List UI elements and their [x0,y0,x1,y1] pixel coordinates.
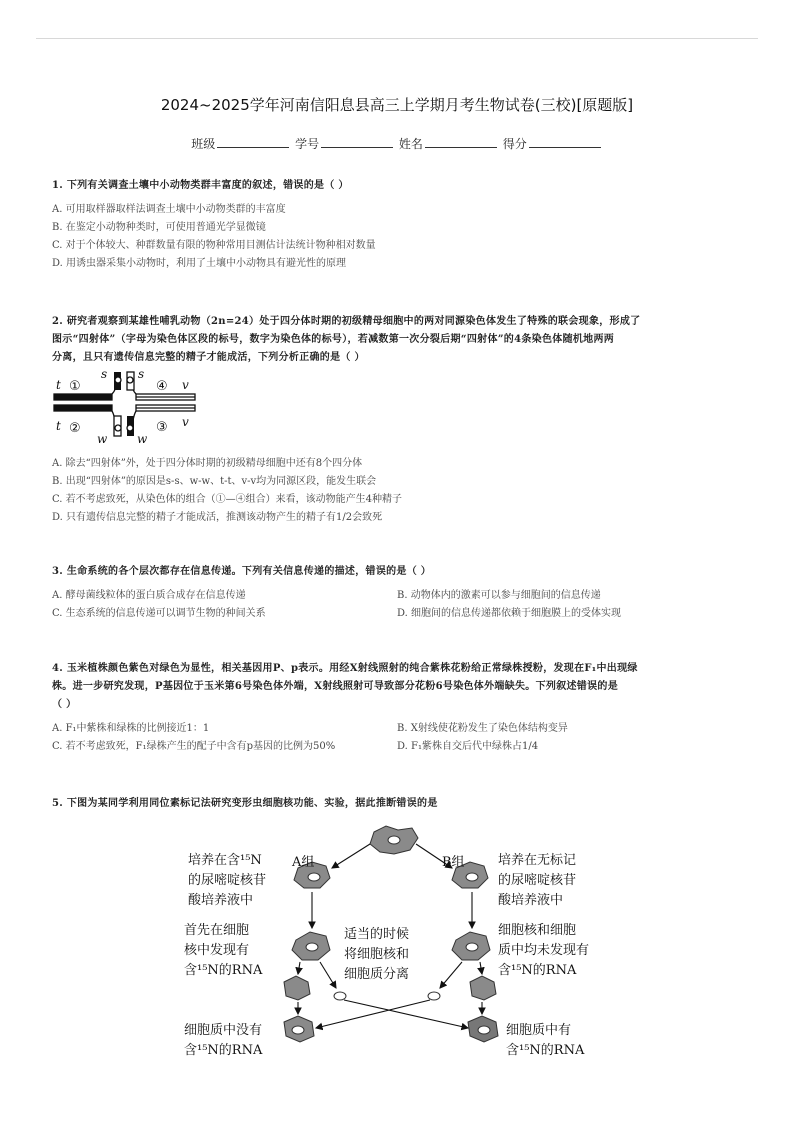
option-c: C. 若不考虑致死，从染色体的组合（①—④组合）来看，该动物能产生4种精子 [52,494,403,505]
option-a: A. 可用取样器取样法调查土壤中小动物类群的丰富度 [52,204,286,215]
question-3 [52,563,742,623]
left-bot-line1: 细胞质中没有 [184,1023,263,1038]
option-b: B. X射线使花粉发生了染色体结构变异 [397,723,568,734]
left-bot-line2: 含¹⁵N的RNA [184,1043,263,1058]
question-stem-line: 4. 玉米植株颜色紫色对绿色为显性，相关基因用P、p表示。用经X射线照射的纯合紫株花粉给正常绿株授粉，发现在F₁中出现绿 [52,663,638,674]
question-stem: 5. 下图为某同学利用同位素标记法研究变形虫细胞核功能、实验，据此推断错误的是 [52,798,438,809]
label-s-right: s [138,368,145,381]
label-s-left: s [101,368,108,381]
right-top-line2: 的尿嘧啶核苷 [498,873,577,888]
right-bot-line2: 含¹⁵N的RNA [506,1043,585,1058]
option-a: A. 酵母菌线粒体的蛋白质合成存在信息传递 [52,590,246,601]
question-1 [52,177,742,273]
option-a: A. F₁中紫株和绿株的比例接近1：1 [52,723,210,734]
question-2 [52,313,742,367]
label-w-right: w [137,432,148,446]
question-stem: 3. 生命系统的各个层次都存在信息传递。下列有关信息传递的描述，错误的是（ ） [52,566,432,577]
option-c: C. 生态系统的信息传递可以调节生物的种间关系 [52,608,266,619]
label-chromosome-4: ④ [156,379,168,394]
right-top-line1: 培养在无标记 [498,853,577,868]
left-top-line3: 酸培养液中 [188,893,254,908]
question-stem-line: 株。进一步研究发现，P基因位于玉米第6号染色体外端，X射线照射可导致部分花粉6号染色体外端缺失。下列叙述错误的是 [52,681,618,692]
center-mid-line3: 细胞质分离 [344,967,410,982]
info-number-blank [321,137,393,148]
question-stem-line: 图示“四射体”（字母为染色体区段的标号，数字为染色体的标号），若减数第一次分裂后期“四射体”的4条染色体随机地两两 [52,334,615,345]
amoeba-a-cytoplasm [284,976,310,1000]
right-top-line3: 酸培养液中 [498,893,564,908]
label-w-left: w [97,432,108,446]
info-score-blank [529,137,601,148]
group-b-label: B组 [442,855,465,870]
label-v-bottom: v [182,415,189,429]
question-stem-line: 2. 研究者观察到某雄性哺乳动物（2n=24）处于四分体时期的初级精母细胞中的两对同源染色体发生了特殊的联会现象，形成了 [52,316,641,327]
info-score-label: 得分 [502,137,527,151]
left-mid-line1: 首先在细胞 [184,923,250,938]
question-5 [52,795,742,813]
option-a: A. 除去“四射体”外，处于四分体时期的初级精母细胞中还有8个四分体 [52,458,363,469]
left-mid-line3: 含¹⁵N的RNA [184,963,263,978]
right-bot-line1: 细胞质中有 [506,1023,572,1038]
nucleus-a [334,992,346,1000]
option-c: C. 若不考虑致死，F₁绿株产生的配子中含有p基因的比例为50% [52,741,336,752]
option-b: B. 动物体内的激素可以参与细胞间的信息传递 [397,590,601,601]
option-d: D. 细胞间的信息传递都依赖于细胞膜上的受体实现 [397,608,622,619]
option-d: D. 用诱虫器采集小动物时，利用了土壤中小动物具有避光性的原理 [52,258,347,269]
info-name-blank [425,137,497,148]
nucleus-b [428,992,440,1000]
label-chromosome-2: ② [69,421,81,436]
group-a-label: A组 [292,855,315,870]
info-number-label: 学号 [295,137,320,151]
center-mid-line1: 适当的时候 [344,927,410,942]
info-name-label: 姓名 [398,137,423,151]
label-chromosome-1: ① [69,379,81,394]
question-stem-line: 分离，且只有遗传信息完整的精子才能成活，下列分析正确的是（ ） [52,352,365,363]
question-2-options [52,455,742,527]
left-top-line1: 培养在含¹⁵N [188,853,262,868]
label-chromosome-3: ③ [156,420,168,435]
option-c: C. 对于个体较大、种群数量有限的物种常用目测估计法统计物种相对数量 [52,240,376,251]
label-t-top: t [56,378,61,392]
info-class-label: 班级 [191,137,216,151]
option-d: D. F₁紫株自交后代中绿株占1/4 [397,741,539,752]
amoeba-b-cytoplasm [470,976,496,1000]
center-mid-line2: 将细胞核和 [344,947,410,962]
label-t-bottom: t [56,419,61,433]
student-info-row [0,135,794,152]
question-4 [52,660,742,756]
question-stem-line: （ ） [52,699,77,710]
left-mid-line2: 核中发现有 [184,943,250,958]
right-mid-line3: 含¹⁵N的RNA [498,963,577,978]
page-title: 2024~2025学年河南信阳息县高三上学期月考生物试卷(三校)[原题版] [160,96,634,114]
amoeba-experiment-figure [180,822,620,1062]
right-mid-line1: 细胞核和细胞 [498,923,577,938]
header-divider [36,38,758,39]
four-ray-chromosome-figure [52,368,197,446]
question-stem: 1. 下列有关调查土壤中小动物类群丰富度的叙述，错误的是（ ） [52,180,349,191]
left-top-line2: 的尿嘧啶核苷 [188,873,267,888]
option-b: B. 在鉴定小动物种类时，可使用普通光学显微镜 [52,222,266,233]
option-b: B. 出现“四射体”的原因是s-s、w-w、t-t、v-v均为同源区段，能发生联会 [52,476,377,487]
label-v-top: v [182,378,189,392]
right-mid-line2: 质中均未发现有 [498,943,590,958]
option-d: D. 只有遗传信息完整的精子才能成活，推测该动物产生的精子有1/2会致死 [52,512,383,523]
info-class-blank [217,137,289,148]
